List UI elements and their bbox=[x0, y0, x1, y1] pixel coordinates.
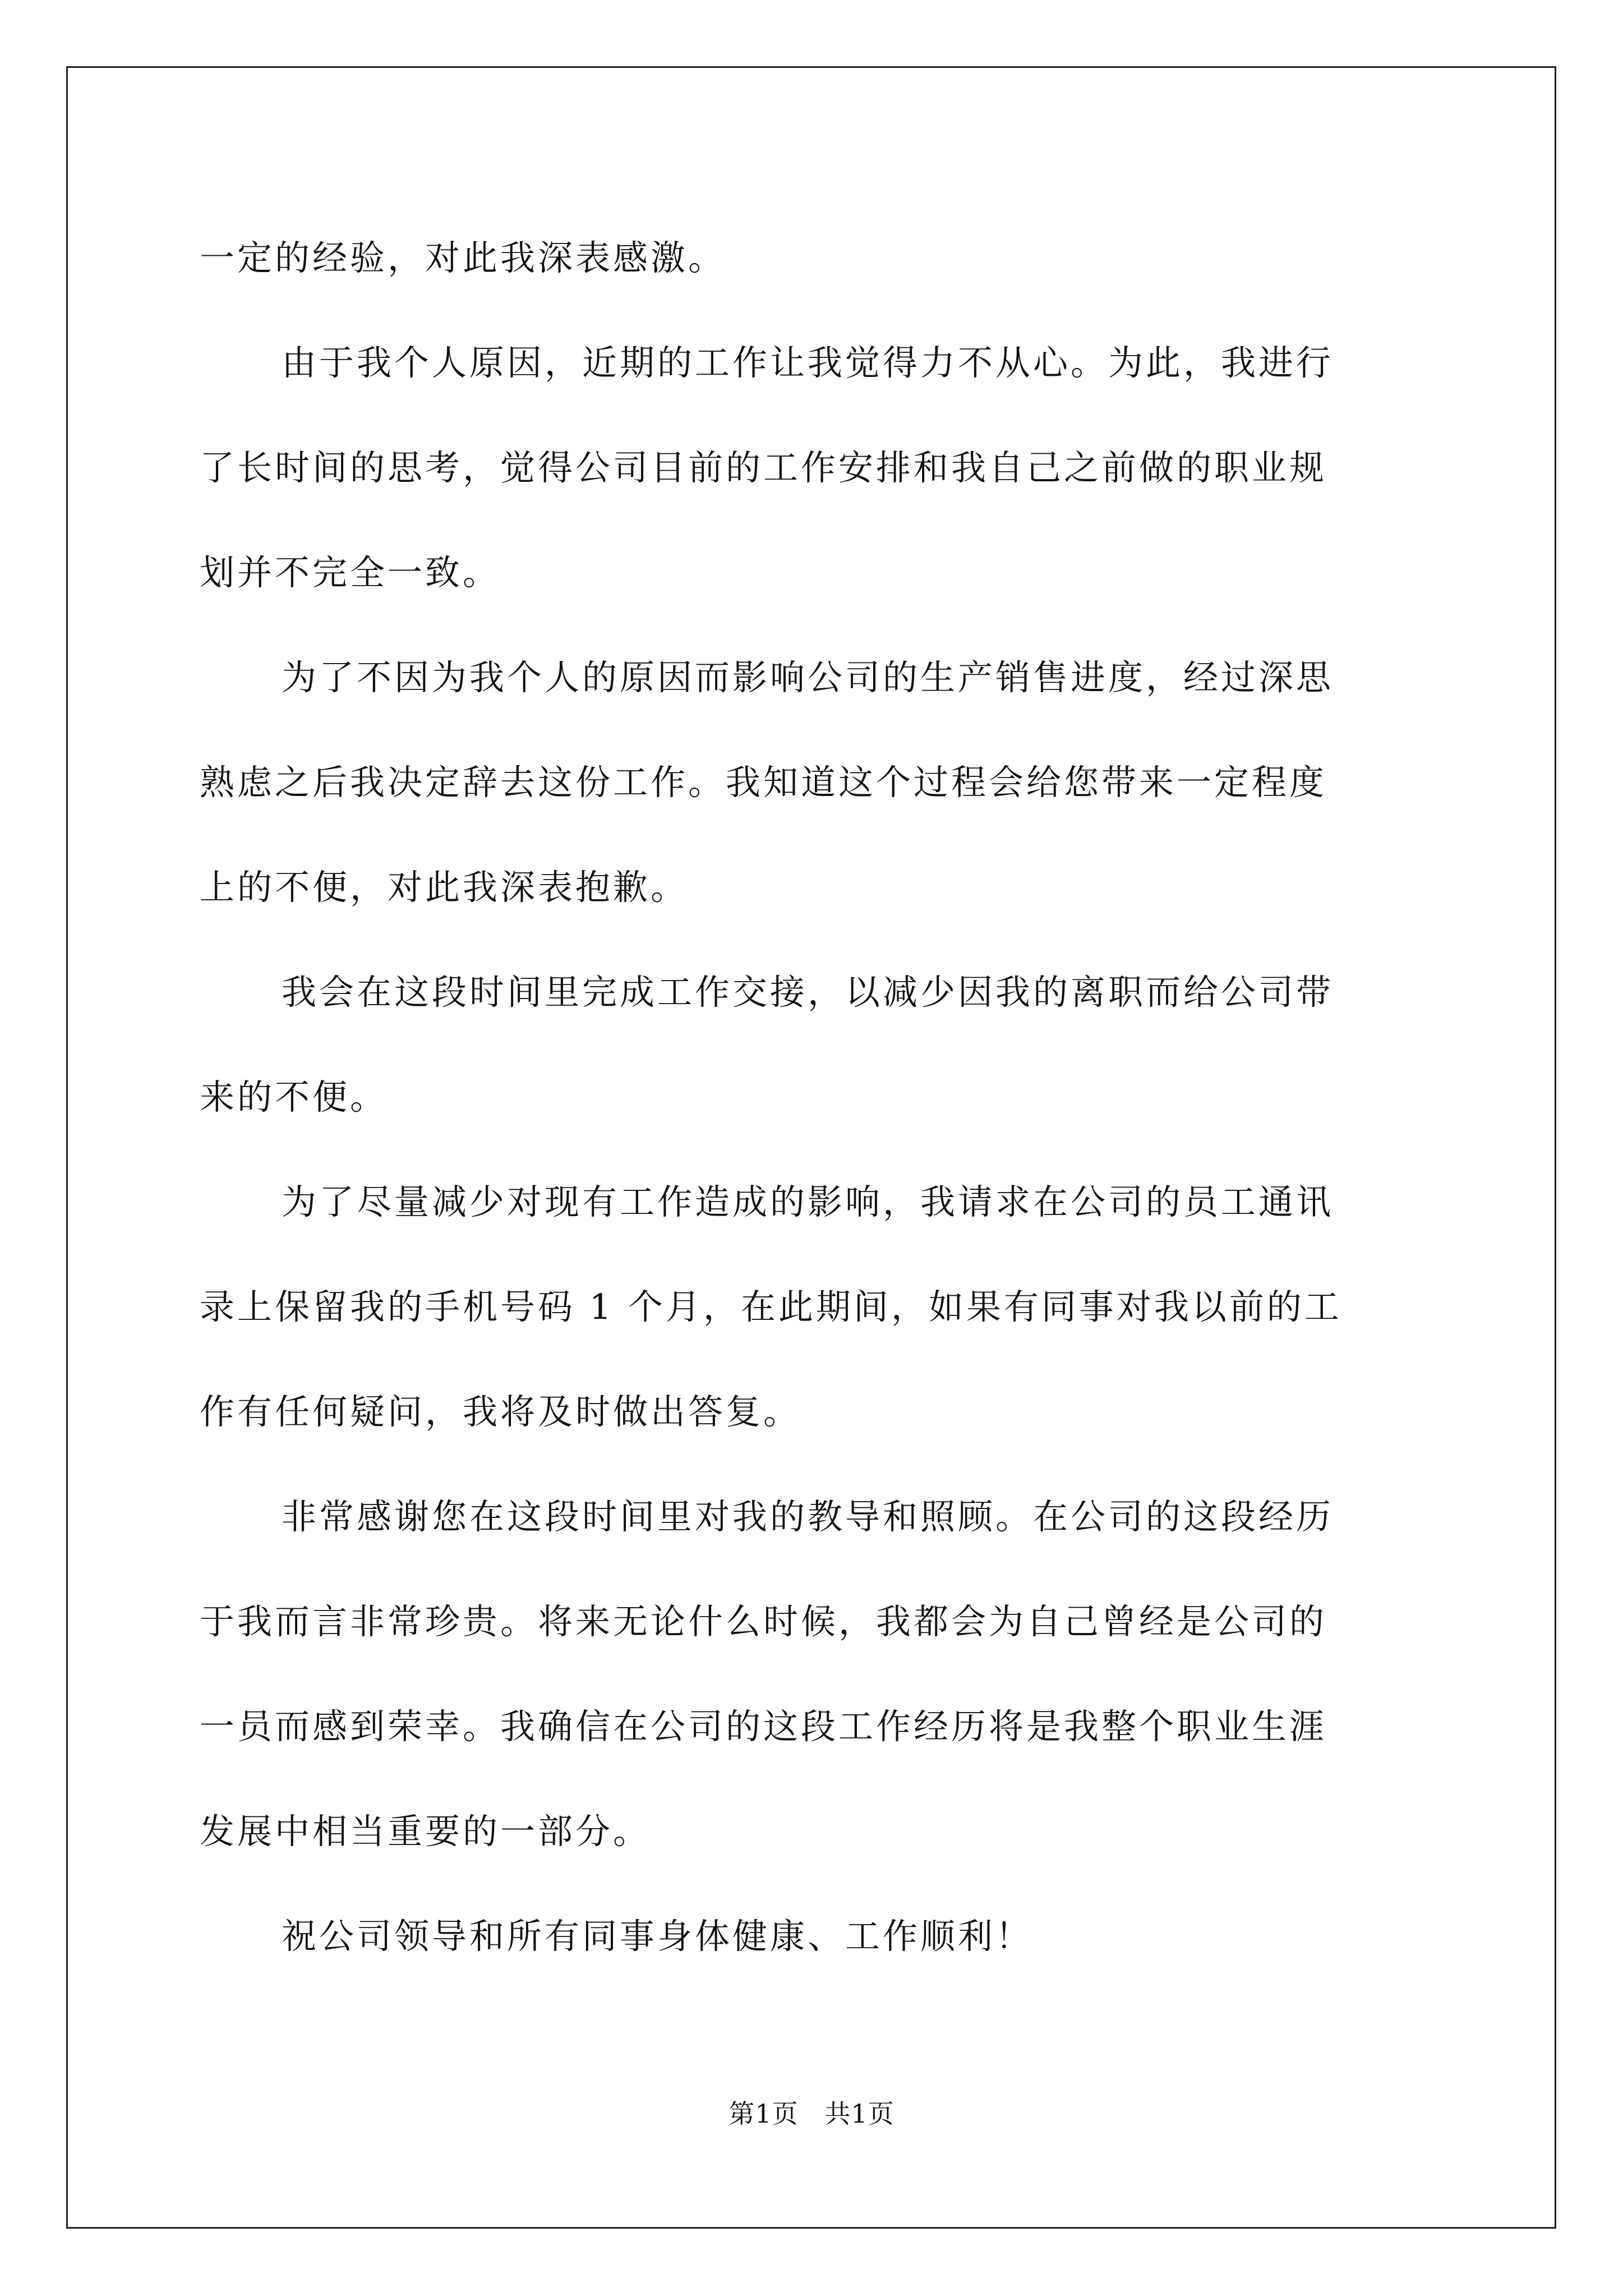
text-line: 来的不便。 bbox=[200, 1076, 388, 1117]
text-line: 祝公司领导和所有同事身体健康、工作顺利！ bbox=[282, 1916, 1034, 1957]
text-line: 划并不完全一致。 bbox=[200, 552, 501, 593]
text-line: 了长时间的思考，觉得公司目前的工作安排和我自己之前做的职业规 bbox=[200, 447, 1327, 488]
text-line: 熟虑之后我决定辞去这份工作。我知道这个过程会给您带来一定程度 bbox=[200, 762, 1327, 803]
text-line: 录上保留我的手机号码 1 个月，在此期间，如果有同事对我以前的工 bbox=[200, 1286, 1342, 1327]
document-body bbox=[200, 205, 1422, 1989]
text-line: 为了不因为我个人的原因而影响公司的生产销售进度，经过深思 bbox=[282, 657, 1334, 698]
text-line: 作有任何疑问，我将及时做出答复。 bbox=[200, 1391, 801, 1432]
text-line: 于我而言非常珍贵。将来无论什么时候，我都会为自己曾经是公司的 bbox=[200, 1601, 1327, 1642]
text-line: 一员而感到荣幸。我确信在公司的这段工作经历将是我整个职业生涯 bbox=[200, 1706, 1327, 1747]
text-line: 为了尽量减少对现有工作造成的影响，我请求在公司的员工通讯 bbox=[282, 1181, 1334, 1222]
text-line: 一定的经验，对此我深表感激。 bbox=[200, 237, 726, 278]
page-number-footer: 第1页 共1页 bbox=[728, 2099, 895, 2129]
text-line: 发展中相当重要的一部分。 bbox=[200, 1811, 651, 1852]
text-line: 上的不便，对此我深表抱歉。 bbox=[200, 867, 689, 908]
text-line: 我会在这段时间里完成工作交接，以减少因我的离职而给公司带 bbox=[282, 972, 1334, 1013]
text-line: 非常感谢您在这段时间里对我的教导和照顾。在公司的这段经历 bbox=[282, 1496, 1334, 1537]
text-line: 由于我个人原因，近期的工作让我觉得力不从心。为此，我进行 bbox=[282, 342, 1334, 383]
